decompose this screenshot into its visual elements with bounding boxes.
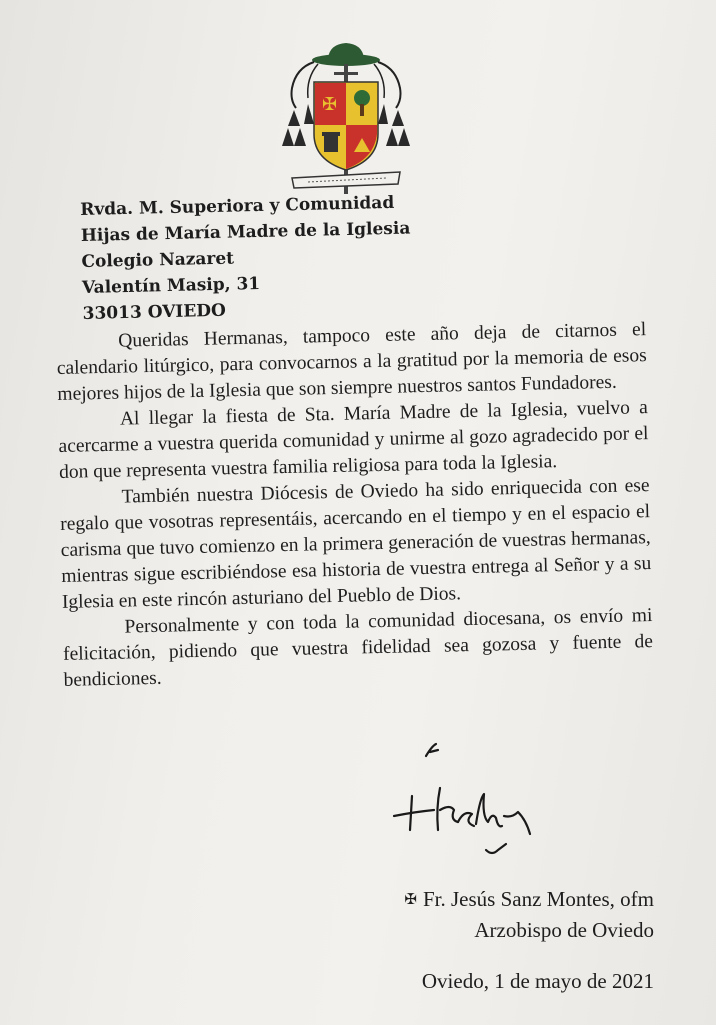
- address-line: Valentín Masip, 31: [81, 273, 261, 298]
- paragraph: Personalmente y con toda la comunidad diocesana, os envío mi felicitación, pidiendo que vuestra fidelidad sea gozosa y fuente de bendiciones.: [62, 605, 654, 691]
- signer-name-line: [404, 884, 654, 915]
- paragraph: Al llegar la fiesta de Sta. María Madre de la Iglesia, vuelvo a acercarme a vuestra querida comunidad y unirme al gozo agradecido por el don que representa vuestra familia religiosa para toda la Iglesia.: [58, 397, 649, 483]
- paragraph: También nuestra Diócesis de Oviedo ha sido enriquecida con ese regalo que vosotras representáis, acercando en el tiempo y en el espacio el carisma que tuvo comienzo en la primera generación de vuestras hermanas, mientras sigue escribiéndose esa historia de vuestra entrega al Señor y a su Iglesia en este rincón asturiano del Pueblo de Dios.: [60, 475, 652, 613]
- address-line: Hijas de María Madre de la Iglesia: [80, 218, 411, 246]
- handwritten-signature: [384, 738, 554, 868]
- cross-icon: ✠: [404, 892, 417, 908]
- signer-title: Arzobispo de Oviedo: [474, 918, 654, 942]
- signer-name: Fr. Jesús Sanz Montes, ofm: [423, 887, 654, 911]
- paragraph: Queridas Hermanas, tampoco este año deja de citarnos el calendario litúrgico, para convocarnos a la gratitud por la memoria de esos mejores hijos de la Iglesia que son siempre nuestros santos Fundadores.: [56, 319, 647, 405]
- letter-body: [56, 317, 654, 694]
- recipient-address: [80, 187, 503, 326]
- svg-text:✠: ✠: [322, 94, 338, 115]
- address-line: 33013 OVIEDO: [82, 300, 227, 324]
- address-line: Rvda. M. Superiora y Comunidad: [80, 192, 395, 220]
- address-line: Colegio Nazaret: [81, 248, 235, 272]
- coat-of-arms-icon: [278, 38, 414, 200]
- signer-block: [404, 884, 654, 945]
- letter-date: Oviedo, 1 de mayo de 2021: [421, 969, 654, 993]
